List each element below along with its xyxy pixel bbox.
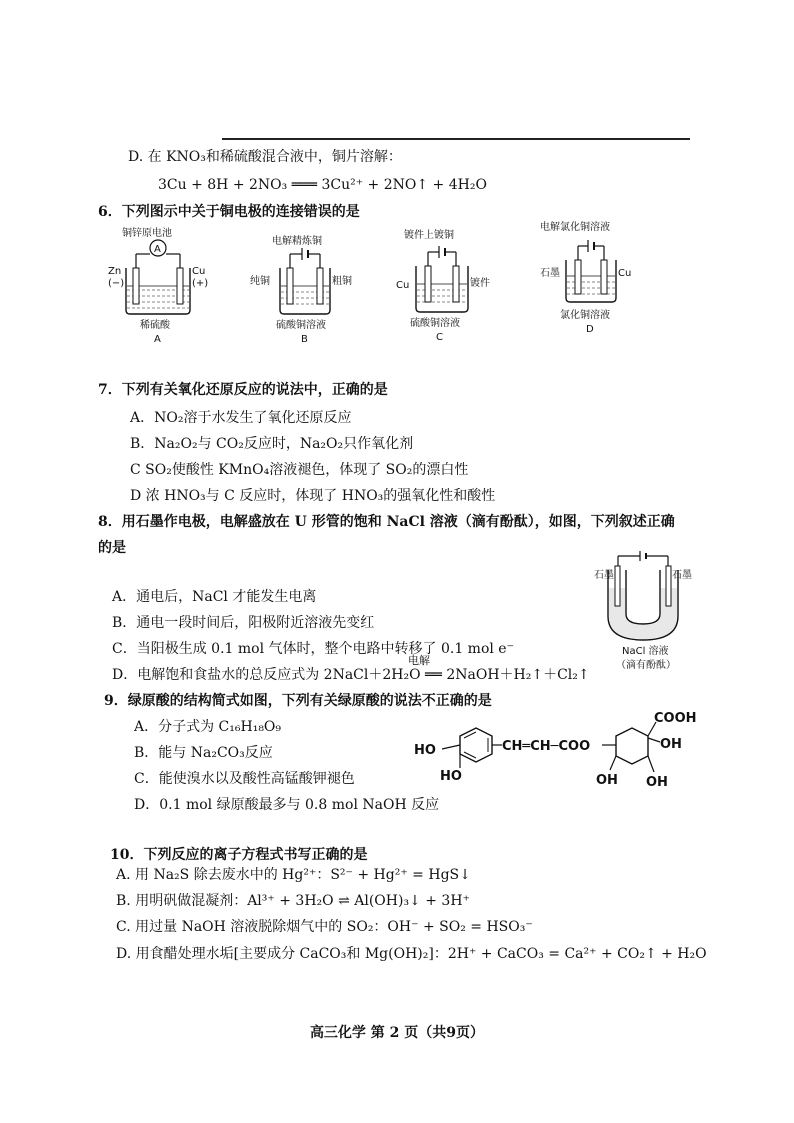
q5-equation: 3Cu + 8H + 2NO₃ ═══ 3Cu²⁺ + 2NO↑ + 4H₂O xyxy=(158,177,487,193)
q8-option-c: C．当阳极生成 0.1 mol 气体时，整个电路中转移了 0.1 mol e⁻ xyxy=(112,641,514,657)
struct-oh1: OH xyxy=(660,737,682,752)
fig-d-right: Cu xyxy=(618,268,632,279)
struct-oh3: OH xyxy=(646,775,668,790)
utube-caption1: NaCl 溶液 xyxy=(622,646,669,657)
q6-figure-d xyxy=(540,218,640,342)
q8-option-d: D．电解饱和食盐水的总反应式为 2NaCl＋2H₂O ══ 2NaOH＋H₂↑＋Cl₂↑ xyxy=(112,667,590,683)
q8-option-a: A．通电后，NaCl 才能发生电离 xyxy=(112,589,317,605)
q7-option-b: B．Na₂O₂与 CO₂反应时，Na₂O₂只作氧化剂 xyxy=(130,436,414,452)
top-rule xyxy=(222,138,690,140)
fig-a-right: Cu xyxy=(192,266,206,277)
fig-b-left: 纯铜 xyxy=(250,276,270,287)
fig-d-title: 电解氯化铜溶液 xyxy=(540,222,610,233)
q8-utube-figure xyxy=(590,548,700,674)
fig-a-right-sign: (+) xyxy=(192,278,208,289)
fig-d-solution: 氯化铜溶液 xyxy=(560,310,610,321)
fig-b-letter: B xyxy=(301,334,308,345)
fig-c-letter: C xyxy=(436,332,443,343)
q9-option-a: A．分子式为 C₁₆H₁₈O₉ xyxy=(134,719,282,735)
struct-oh2: OH xyxy=(596,773,618,788)
page-footer: 高三化学 第 2 页（共9页） xyxy=(309,1025,485,1041)
fig-a-solution: 稀硫酸 xyxy=(140,320,170,331)
q6-figure-c xyxy=(396,226,496,348)
q10-option-c: C. 用过量 NaOH 溶液脱除烟气中的 SO₂：OH⁻ + SO₂ = HSO₃⁻ xyxy=(116,919,533,935)
fig-b-solution: 硫酸铜溶液 xyxy=(276,320,326,331)
q10-stem: 10．下列反应的离子方程式书写正确的是 xyxy=(110,847,368,863)
q6-figure-b xyxy=(250,232,360,348)
fig-a-left: Zn xyxy=(108,266,122,277)
utube-left-label: 石墨 xyxy=(594,570,614,581)
fig-a-meter: A xyxy=(154,244,161,255)
q5-option-d: D. 在 KNO₃和稀硫酸混合液中，铜片溶解： xyxy=(128,149,402,165)
q9-option-c: C．能使溴水以及酸性高锰酸钾褪色 xyxy=(134,771,355,787)
fig-c-right: 镀件 xyxy=(470,278,490,289)
fig-c-title: 镀件上镀铜 xyxy=(404,230,454,241)
q7-option-c: C SO₂使酸性 KMnO₄溶液褪色，体现了 SO₂的漂白性 xyxy=(130,462,469,478)
q9-option-d: D．0.1 mol 绿原酸最多与 0.8 mol NaOH 反应 xyxy=(134,797,440,813)
q7-option-d: D 浓 HNO₃与 C 反应时，体现了 HNO₃的强氧化性和酸性 xyxy=(130,488,496,504)
q9-stem: 9．绿原酸的结构简式如图，下列有关绿原酸的说法不正确的是 xyxy=(104,693,492,709)
q8-stem-line1: 8．用石墨作电极，电解盛放在 U 形管的饱和 NaCl 溶液（滴有酚酞），如图，下列叙述正确 xyxy=(98,514,675,530)
q10-option-d: D. 用食醋处理水垢[主要成分 CaCO₃和 Mg(OH)₂]：2H⁺ + CaCO₃ = Ca²⁺ + CO₂↑ + H₂O xyxy=(116,946,707,962)
fig-c-solution: 硫酸铜溶液 xyxy=(410,318,460,329)
q8-option-b: B．通电一段时间后，阳极附近溶液先变红 xyxy=(112,615,375,631)
chlorogenic-acid-structure xyxy=(410,708,710,818)
q8-stem-line2: 的是 xyxy=(98,540,126,556)
q7-stem: 7．下列有关氧化还原反应的说法中，正确的是 xyxy=(98,382,388,398)
fig-a-left-sign: (−) xyxy=(108,278,125,289)
fig-d-left: 石墨 xyxy=(540,268,560,279)
q6-stem: 6．下列图示中关于铜电极的连接错误的是 xyxy=(98,204,360,220)
q6-figure-a xyxy=(108,224,208,348)
struct-chain: CH═CH─COO xyxy=(502,739,591,754)
utube-right-label: 石墨 xyxy=(672,570,692,581)
fig-d-letter: D xyxy=(586,324,594,335)
q10-option-a: A. 用 Na₂S 除去废水中的 Hg²⁺：S²⁻ + Hg²⁺ = HgS↓ xyxy=(116,867,471,883)
fig-b-right: 粗铜 xyxy=(332,276,352,287)
q8-electrolysis-condition: 电解 xyxy=(408,654,430,667)
fig-a-title: 铜锌原电池 xyxy=(122,228,172,239)
q10-option-b: B. 用明矾做混凝剂：Al³⁺ + 3H₂O ⇌ Al(OH)₃↓ + 3H⁺ xyxy=(116,893,470,909)
q9-option-b: B．能与 Na₂CO₃反应 xyxy=(134,745,273,761)
struct-ho2: HO xyxy=(440,769,462,784)
fig-b-title: 电解精炼铜 xyxy=(272,236,322,247)
struct-ho1: HO xyxy=(414,743,436,758)
fig-a-letter: A xyxy=(154,334,161,345)
utube-caption2: （滴有酚酞） xyxy=(616,660,676,671)
q7-option-a: A．NO₂溶于水发生了氧化还原反应 xyxy=(130,410,352,426)
fig-c-left: Cu xyxy=(396,280,410,291)
struct-cooh: COOH xyxy=(654,711,697,726)
